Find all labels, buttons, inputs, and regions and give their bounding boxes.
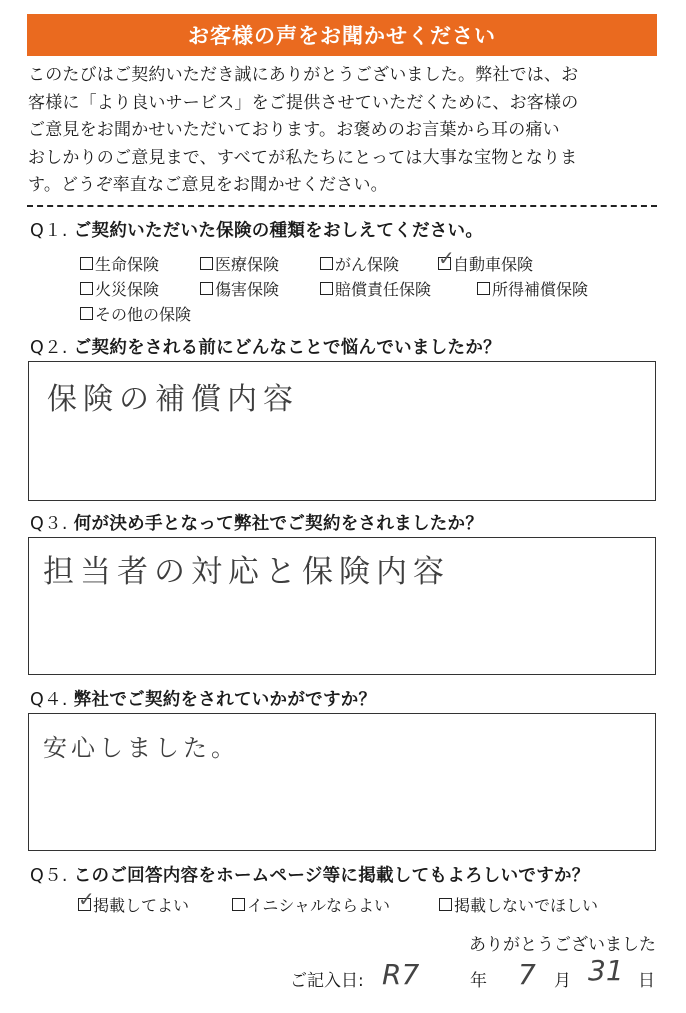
page-title: お客様の声をお聞かせください — [188, 24, 496, 48]
q1-option-medical[interactable] — [200, 252, 279, 275]
option-label: がん保険 — [335, 255, 400, 274]
thanks-text: ありがとうございました — [469, 935, 656, 955]
checkbox-icon[interactable] — [80, 307, 93, 320]
q5-option-initials-ok[interactable] — [232, 893, 390, 916]
dashed-divider — [27, 205, 657, 207]
option-label: 掲載してよい — [93, 896, 190, 915]
q1-option-cancer[interactable] — [320, 252, 399, 275]
date-label: ご記入日: — [290, 971, 364, 991]
q4-text: 弊社でご契約をされていかがですか？ — [73, 690, 377, 710]
q4-answer: 安心しました。 — [43, 734, 239, 762]
q2-title — [30, 334, 501, 359]
option-label: 生命保険 — [95, 255, 160, 274]
header-banner — [27, 14, 657, 56]
checkbox-icon[interactable] — [320, 257, 333, 270]
option-label: 傷害保険 — [215, 280, 280, 299]
q4-answer-box[interactable] — [28, 713, 656, 851]
option-label: 掲載しないでほしい — [454, 896, 599, 915]
checkbox-icon[interactable] — [200, 257, 213, 270]
q2-answer-box[interactable] — [28, 361, 656, 501]
q3-answer: 担当者の対応と保険内容 — [43, 554, 450, 590]
entry-date — [290, 954, 660, 998]
checkbox-icon[interactable] — [439, 898, 452, 911]
q2-text: ご契約をされる前にどんなことで悩んでいましたか？ — [73, 338, 501, 358]
checkbox-icon[interactable] — [80, 257, 93, 270]
check-mark-icon: ✓ — [438, 246, 455, 270]
checkbox-checked-icon[interactable] — [438, 246, 455, 270]
q5-option-publish-ok[interactable] — [78, 887, 190, 916]
option-label: 自動車保険 — [453, 255, 534, 274]
intro-line: す。どうぞ率直なご意見をお聞かせください。 — [28, 175, 388, 195]
q1-option-injury[interactable] — [200, 277, 279, 300]
q3-answer-box[interactable] — [28, 537, 656, 675]
checkbox-checked-icon[interactable] — [78, 887, 95, 911]
option-label: 所得補償保険 — [492, 280, 589, 299]
checkbox-icon[interactable] — [232, 898, 245, 911]
q2-number: Q２. — [30, 338, 68, 358]
q3-title — [30, 510, 483, 535]
checkbox-icon[interactable] — [477, 282, 490, 295]
option-label: イニシャルならよい — [247, 896, 391, 915]
option-label: その他の保険 — [95, 305, 192, 324]
q1-title — [30, 217, 483, 242]
q3-text: 何が決め手となって弊社でご契約をされましたか？ — [73, 514, 484, 534]
option-label: 医療保険 — [215, 255, 280, 274]
q4-number: Q４. — [30, 690, 68, 710]
q2-answer: 保険の補償内容 — [47, 382, 299, 417]
check-mark-icon: ✓ — [78, 887, 95, 911]
checkbox-icon[interactable] — [320, 282, 333, 295]
intro-line: おしかりのご意見まで、すべてが私たちにとっては大事な宝物となりま — [28, 147, 578, 168]
date-day[interactable]: 31 — [588, 954, 624, 987]
date-month[interactable]: 7 — [518, 958, 536, 991]
intro-text — [28, 62, 660, 200]
checkbox-icon[interactable] — [80, 282, 93, 295]
month-unit: 月 — [554, 971, 571, 991]
q1-option-auto[interactable] — [438, 246, 534, 275]
intro-line: ご意見をお聞かせいただいております。お褒めのお言葉から耳の痛い — [28, 120, 560, 140]
q1-option-fire[interactable] — [80, 277, 159, 300]
q4-title — [30, 686, 376, 711]
date-era-year[interactable]: R7 — [382, 958, 420, 991]
q3-number: Q３. — [30, 514, 68, 534]
q1-option-income[interactable] — [477, 277, 588, 300]
option-label: 賠償責任保険 — [335, 280, 432, 299]
q5-number: Q５. — [30, 866, 68, 886]
q1-option-life[interactable] — [80, 252, 159, 275]
checkbox-icon[interactable] — [200, 282, 213, 295]
year-unit: 年 — [470, 971, 487, 991]
q5-option-no-publish[interactable] — [439, 893, 598, 916]
q1-number: Q１. — [30, 221, 68, 241]
intro-line: このたびはご契約いただき誠にありがとうございました。弊社では、お — [28, 65, 579, 85]
q1-option-other[interactable] — [80, 302, 191, 325]
q5-text: このご回答内容をホームページ等に掲載してもよろしいですか？ — [73, 866, 590, 886]
intro-line: 客様に「より良いサービス」をご提供させていただくために、お客様の — [28, 92, 579, 113]
q1-option-liability[interactable] — [320, 277, 431, 300]
day-unit: 日 — [638, 971, 655, 991]
q1-text: ご契約いただいた保険の種類をおしえてください。 — [73, 221, 484, 241]
option-label: 火災保険 — [95, 280, 160, 299]
q5-title — [30, 862, 590, 887]
